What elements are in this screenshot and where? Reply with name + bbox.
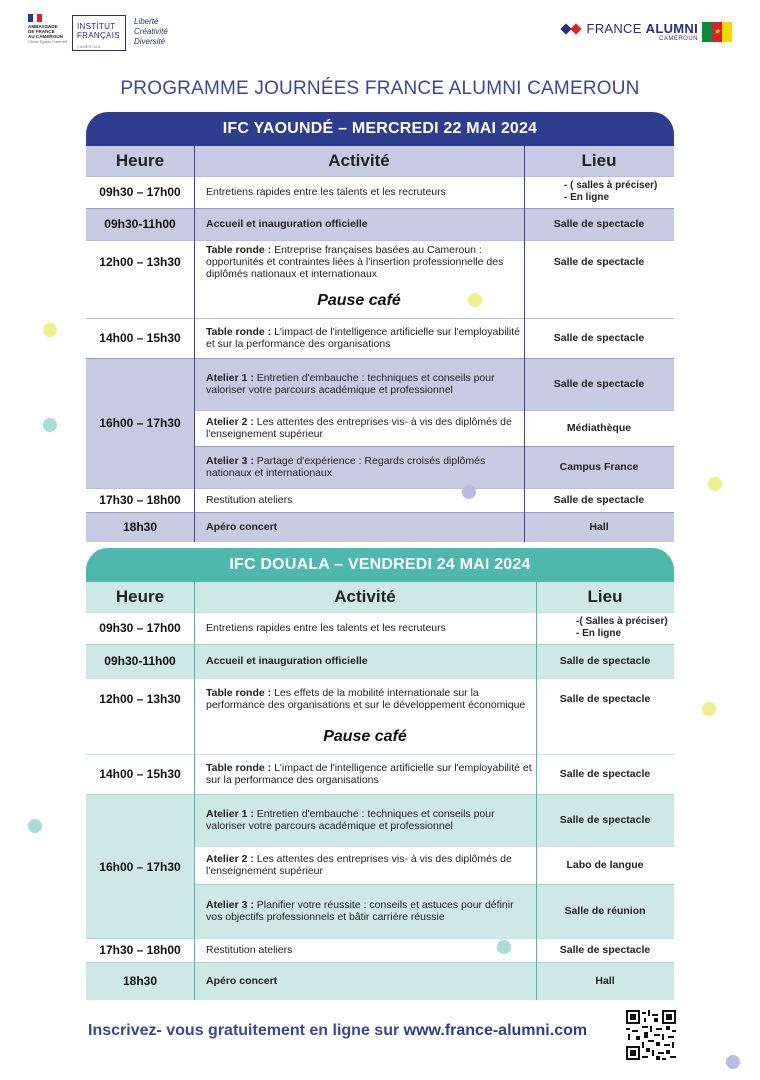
- row-divider: [194, 884, 674, 885]
- lieu-line: Salle de spectacle: [553, 378, 645, 390]
- column-header-heure: Heure: [115, 151, 165, 170]
- row-divider: [86, 358, 674, 359]
- france-alumni-logo: FRANCE ALUMNI CAMEROUN ★: [562, 22, 732, 50]
- row-lieu: [536, 846, 674, 884]
- activity-title: Atelier 1 :: [206, 372, 254, 384]
- row-activity: [194, 512, 524, 542]
- decor-dot: [726, 1055, 740, 1069]
- activity-description: Entretien d'embauche : techniques et conseils pour valoriser votre parcours académique et professionnel: [206, 808, 495, 832]
- row-activity: [194, 240, 524, 284]
- activity-description: Entretien d'embauche : techniques et conseils pour valoriser votre parcours académique et professionnel: [206, 372, 495, 396]
- column-header-lieu: Lieu: [581, 151, 617, 170]
- embassy-motto: Liberté Égalité Fraternité: [28, 40, 68, 44]
- column-header-activite: Activité: [334, 587, 396, 606]
- footer-text: [88, 1022, 587, 1040]
- row-activity: [194, 962, 536, 1000]
- activity-description: Partage d'expérience : Regards croisés diplômés nationaux et internationaux: [206, 455, 486, 479]
- activity-description: Les attentes des entreprises vis- à vis des diplômés de l'enseignement supérieur: [206, 853, 512, 877]
- table-row: [86, 358, 674, 410]
- lieu-line: Hall: [595, 975, 615, 987]
- activity-title: Atelier 3 :: [206, 455, 254, 467]
- row-lieu: [524, 318, 674, 358]
- lieu-line: Salle de spectacle: [553, 218, 645, 230]
- row-divider: [86, 176, 674, 177]
- table-row: [86, 488, 674, 512]
- row-lieu: [524, 410, 674, 446]
- row-divider: [86, 678, 674, 679]
- row-hour: 09h30 – 17h00: [99, 621, 181, 635]
- france-flag-icon: [28, 14, 42, 22]
- activity-description: Entretiens rapides entre les talents et les recruteurs: [206, 622, 446, 634]
- row-lieu: [536, 962, 674, 1000]
- activity-description: L'impact de l'intelligence artificielle sur l'employabilité et sur la performance des organisations: [206, 326, 520, 350]
- row-lieu: [536, 794, 674, 846]
- row-activity: [194, 678, 536, 720]
- table-row: [86, 240, 674, 284]
- row-hour: 16h00 – 17h30: [99, 416, 181, 430]
- row-hour: 16h00 – 17h30: [99, 859, 181, 874]
- table-header-row: [86, 582, 674, 612]
- row-divider: [194, 846, 674, 847]
- institut-francais-logo: INSTITUT FRANÇAIS CAMEROUN: [72, 15, 126, 51]
- row-divider: [86, 318, 674, 319]
- row-divider: [86, 794, 674, 795]
- table-row: [86, 208, 674, 240]
- activity-title: Atelier 2 :: [206, 853, 254, 865]
- decor-dot: [702, 702, 716, 716]
- lieu-line: - ( salles à préciser): [564, 180, 658, 191]
- lieu-line: Salle de spectacle: [553, 332, 645, 344]
- row-lieu: [536, 884, 674, 938]
- activity-title: Accueil et inauguration officielle: [206, 655, 368, 667]
- embassy-logo: [28, 14, 72, 44]
- column-header-activite: Activité: [328, 151, 390, 170]
- lieu-line: Salle de spectacle: [559, 944, 651, 956]
- lieu-line: Salle de spectacle: [553, 256, 645, 268]
- embassy-name: AMBASSADE DE FRANCE AU CAMEROUN: [28, 24, 63, 39]
- activity-description: Restitution ateliers: [206, 944, 293, 956]
- activity-description: L'impact de l'intelligence artificielle sur l'employabilité et sur la performance des organisations: [206, 762, 532, 786]
- institut-motto: Liberté Créativité Diversité: [134, 17, 168, 46]
- lieu-line: Médiathèque: [566, 422, 632, 434]
- table-row: [86, 644, 674, 678]
- row-divider: [86, 208, 674, 209]
- qr-code-icon[interactable]: [626, 1010, 676, 1060]
- decor-dot: [497, 940, 511, 954]
- activity-title: Atelier 2 :: [206, 416, 254, 428]
- row-lieu: [524, 446, 674, 488]
- row-hour: 09h30 – 17h00: [99, 185, 181, 199]
- activity-description: Les attentes des entreprises vis- à vis des diplômés de l'enseignement supérieur: [206, 416, 512, 440]
- diamond-logo-icon: [562, 25, 582, 33]
- decor-dot: [28, 819, 42, 833]
- row-hour: 09h30-11h00: [104, 217, 176, 231]
- cameroon-flag-icon: ★: [702, 22, 732, 42]
- row-lieu: [524, 208, 674, 240]
- yaounde-band: IFC YAOUNDÉ – MERCREDI 22 MAI 2024: [86, 112, 674, 146]
- activity-title: Table ronde :: [206, 762, 272, 774]
- row-divider: [86, 644, 674, 645]
- activity-title: Table ronde :: [206, 687, 272, 699]
- table-row: [86, 720, 674, 754]
- douala-section: [86, 548, 674, 1000]
- douala-band: IFC DOUALA – VENDREDI 24 MAI 2024: [86, 548, 674, 582]
- lieu-line: Salle de réunion: [564, 905, 646, 917]
- row-activity: [194, 938, 536, 962]
- lieu-line: - En ligne: [564, 192, 609, 203]
- row-lieu: [524, 240, 674, 284]
- lieu-line: Salle de spectacle: [559, 655, 651, 667]
- yaounde-table: [86, 146, 674, 542]
- row-lieu: [536, 612, 674, 644]
- lieu-line: Labo de langue: [566, 859, 644, 871]
- activity-description: Les effets de la mobilité internationale sur la performance des organisations et sur le développement économique: [206, 687, 526, 711]
- row-activity: [194, 358, 524, 410]
- row-activity: [194, 846, 536, 884]
- page-title: PROGRAMME JOURNÉES FRANCE ALUMNI CAMEROUN: [120, 78, 640, 99]
- row-divider: [86, 240, 674, 241]
- lieu-line: Salle de spectacle: [559, 768, 651, 780]
- table-row: [86, 938, 674, 962]
- row-activity: [194, 884, 536, 938]
- row-activity: [194, 208, 524, 240]
- table-header-row: [86, 146, 674, 176]
- row-activity: [194, 410, 524, 446]
- table-row: [86, 446, 674, 488]
- row-activity: [194, 318, 524, 358]
- table-row: [86, 176, 674, 208]
- table-row: [86, 612, 674, 644]
- column-header-lieu: Lieu: [587, 587, 623, 606]
- column-divider: [536, 582, 537, 1000]
- row-lieu: [536, 644, 674, 678]
- lieu-line: Salle de spectacle: [559, 693, 651, 705]
- activity-title: Apéro concert: [206, 975, 278, 987]
- lieu-line: -( Salles à préciser): [576, 616, 668, 627]
- row-divider: [86, 612, 674, 613]
- row-lieu: [536, 678, 674, 720]
- row-activity: [194, 644, 536, 678]
- row-hour: 18h30: [122, 520, 158, 534]
- lieu-line: - En ligne: [576, 628, 621, 639]
- row-lieu: [536, 938, 674, 962]
- column-divider: [194, 582, 195, 1000]
- activity-title: Table ronde :: [206, 326, 272, 338]
- row-divider: [86, 754, 674, 755]
- lieu-line: Campus France: [559, 461, 639, 473]
- table-row: [86, 512, 674, 542]
- table-row: [86, 678, 674, 720]
- table-row: [86, 410, 674, 446]
- row-activity: [194, 176, 524, 208]
- footer-label: Inscrivez- vous gratuitement en ligne sur: [88, 1022, 404, 1039]
- row-divider: [194, 446, 674, 447]
- row-activity: [194, 612, 536, 644]
- activity-description: Entretiens rapides entre les talents et les recruteurs: [206, 186, 446, 198]
- activity-description: Planifier votre réussite : conseils et astuces pour définir vos objectifs professionnels et bâtir carrière réussie: [206, 899, 514, 923]
- row-lieu: [536, 754, 674, 794]
- row-hour: 09h30-11h00: [104, 654, 176, 668]
- activity-title: Accueil et inauguration officielle: [206, 218, 368, 230]
- row-lieu: [524, 358, 674, 410]
- footer-url[interactable]: www.france-alumni.com: [403, 1022, 588, 1039]
- row-activity: [194, 794, 536, 846]
- row-divider: [86, 962, 674, 963]
- table-row: [86, 962, 674, 1000]
- row-divider: [86, 488, 674, 489]
- activity-description: Entreprise françaises basées au Cameroun : opportunités et contraintes liées à l'insertion professionnelle des diplômés nationaux et internationaux: [206, 244, 504, 280]
- row-hour: 14h00 – 15h30: [99, 767, 181, 781]
- pause-cafe-label: Pause café: [323, 728, 407, 745]
- row-hour: 12h00 – 13h30: [99, 692, 181, 706]
- activity-title: Table ronde :: [206, 244, 272, 256]
- row-divider: [194, 410, 674, 411]
- column-header-heure: Heure: [115, 587, 165, 606]
- row-hour: 14h00 – 15h30: [99, 331, 181, 345]
- row-lieu: [524, 488, 674, 512]
- activity-title: Apéro concert: [206, 521, 278, 533]
- row-divider: [86, 512, 674, 513]
- column-divider: [194, 146, 195, 542]
- table-row: [86, 794, 674, 846]
- row-hour: 18h30: [122, 974, 158, 988]
- lieu-line: Salle de spectacle: [553, 494, 645, 506]
- decor-dot: [43, 418, 57, 432]
- decor-dot: [708, 477, 722, 491]
- decor-dot: [462, 485, 476, 499]
- row-activity: [194, 754, 536, 794]
- activity-description: Restitution ateliers: [206, 494, 293, 506]
- row-activity: [194, 446, 524, 488]
- row-lieu: [524, 176, 674, 208]
- lieu-line: Hall: [589, 521, 609, 533]
- decor-dot: [468, 293, 482, 307]
- page-header: [28, 14, 732, 54]
- activity-title: Atelier 3 :: [206, 899, 254, 911]
- row-hour: 12h00 – 13h30: [99, 255, 181, 269]
- table-row: [86, 846, 674, 884]
- table-row: [86, 284, 674, 318]
- decor-dot: [43, 323, 57, 337]
- activity-title: Atelier 1 :: [206, 808, 254, 820]
- lieu-line: Salle de spectacle: [559, 814, 651, 826]
- yaounde-section: [86, 112, 674, 542]
- douala-table: [86, 582, 674, 1000]
- row-lieu: [524, 512, 674, 542]
- row-hour: 17h30 – 18h00: [99, 943, 181, 957]
- row-hour: 17h30 – 18h00: [99, 493, 181, 507]
- table-row: [86, 754, 674, 794]
- table-row: [86, 884, 674, 938]
- row-divider: [86, 938, 674, 939]
- table-row: [86, 318, 674, 358]
- column-divider: [524, 146, 525, 542]
- pause-cafe-label: Pause café: [317, 292, 401, 309]
